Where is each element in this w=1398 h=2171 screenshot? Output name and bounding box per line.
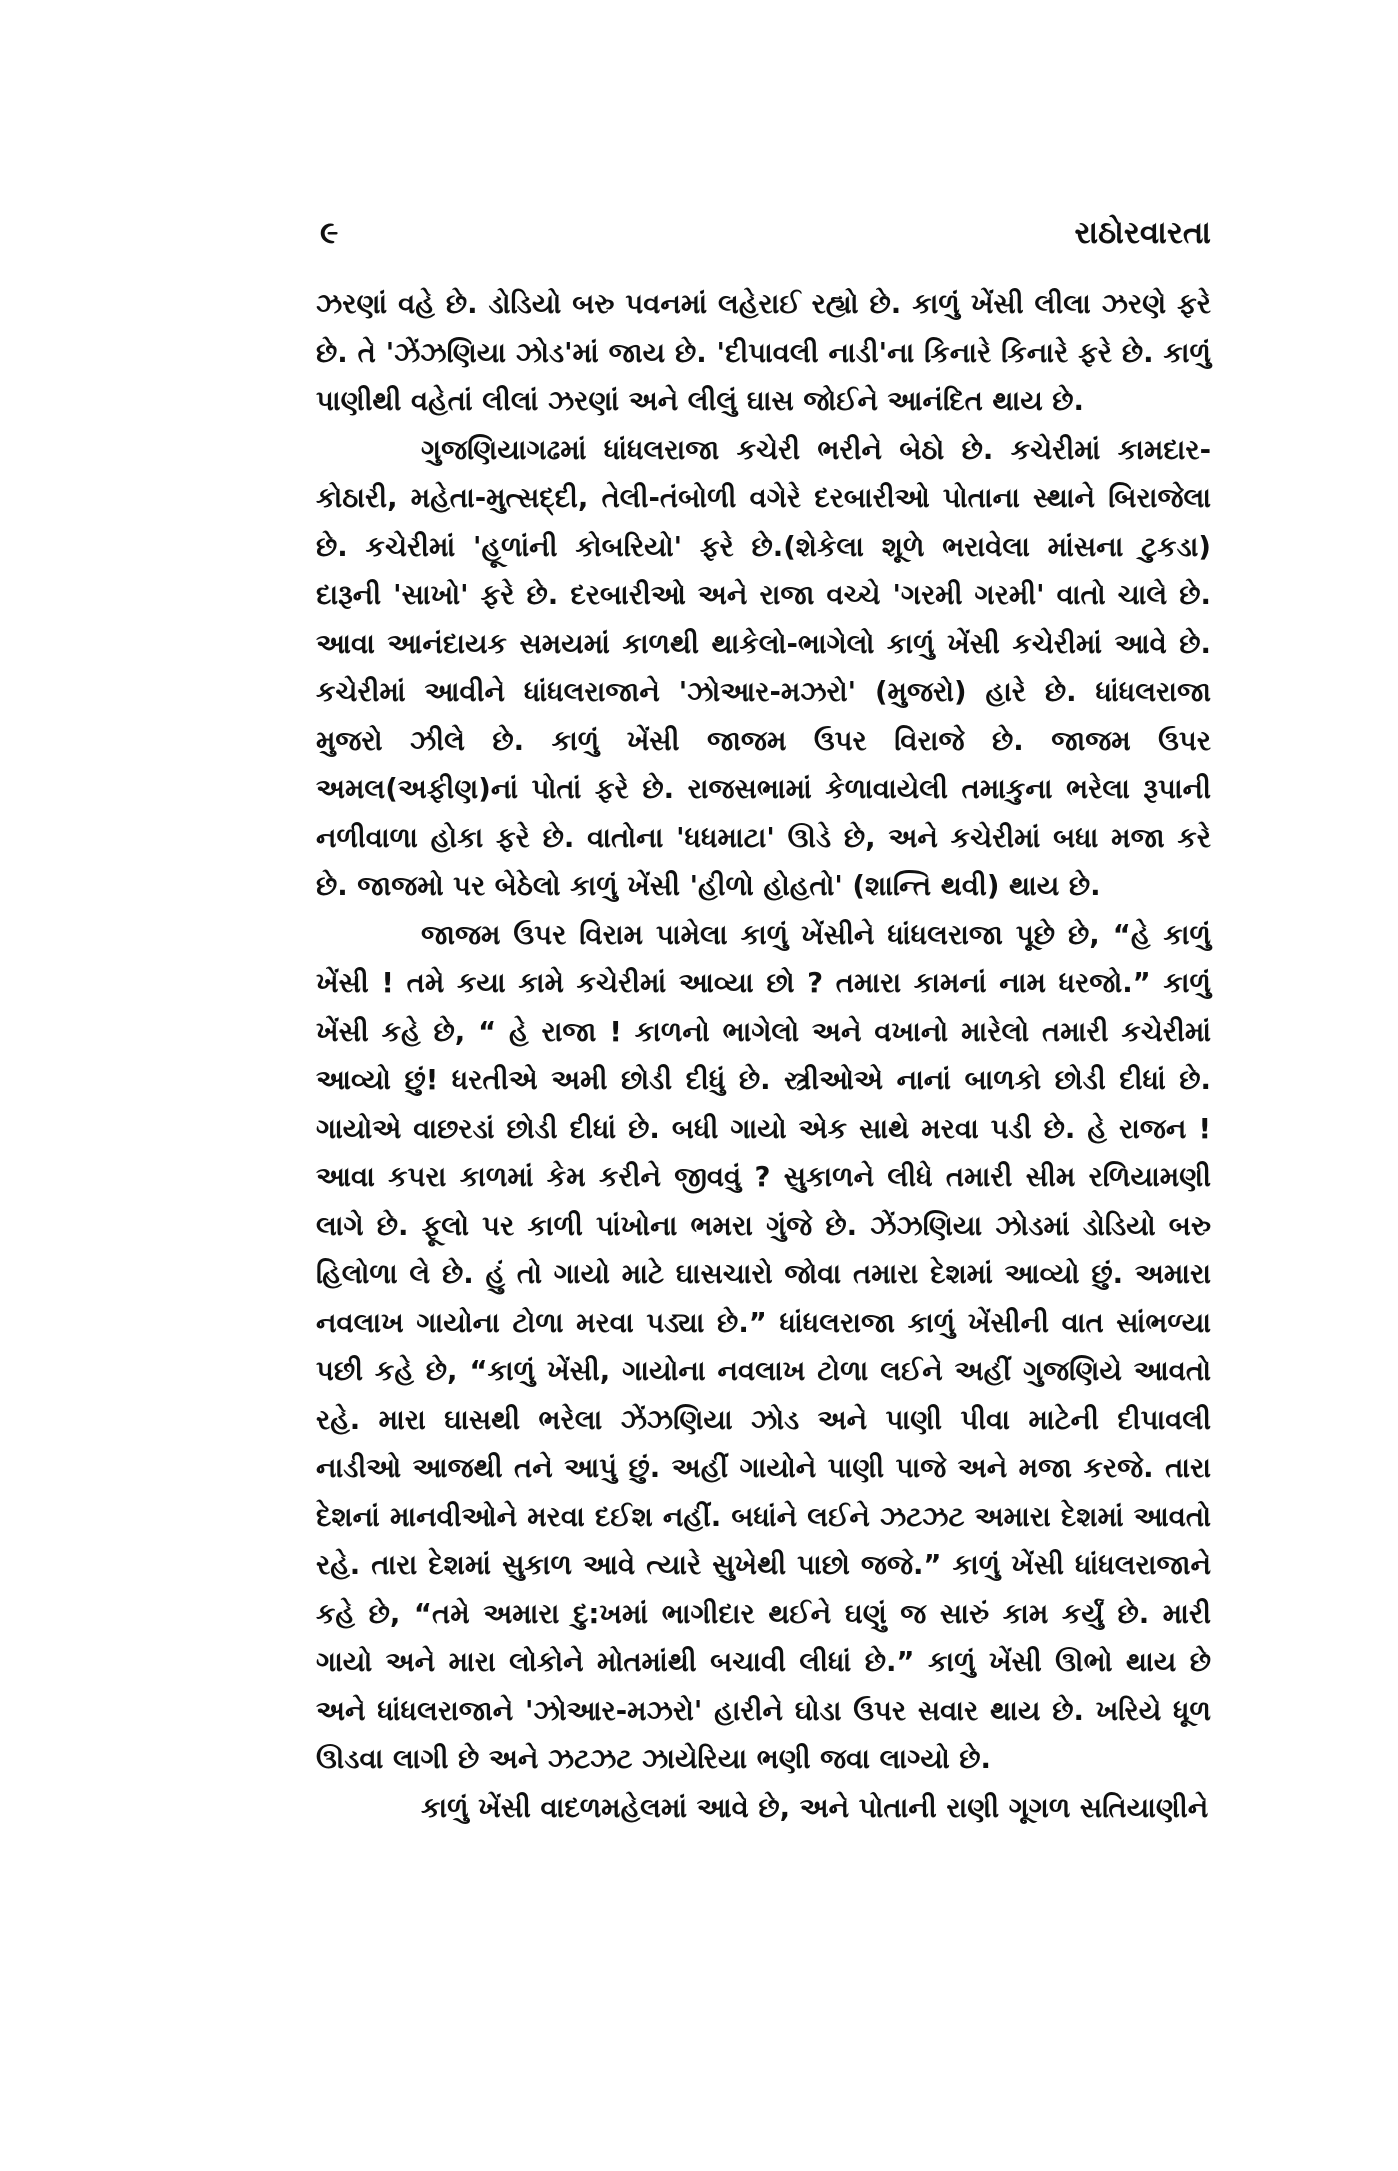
paragraph: કાળું ખેંસી વાદળમહેલમાં આવે છે, અને પોતાની રાણી ગૂગળ સતિયાણીને [421,1791,1209,1824]
body-text [316,280,1211,1832]
running-title: રાઠોરવારતા [1074,215,1211,251]
running-header [316,215,1211,252]
paragraph: જાજમ ઉપર વિરામ પામેલા કાળું ખેંસીને ધાંધલરાજા પૂછે છે, “હે કાળું ખેંસી ! તમે કયા કામે કચેરીમાં આવ્યા છો ? તમારા કામનાં નામ ધરજો.” કાળું ખેંસી કહે છે, “ હે રાજા ! કાળનો ભાગેલો અને વખાનો મારેલો તમારી કચેરીમાં આવ્યો છું! ધરતીએ અમી છોડી દીધું છે. સ્ત્રીઓએ નાનાં બાળકો છોડી દીધાં છે. ગાયોએ વાછરડાં છોડી દીધાં છે. બધી ગાયો એક સાથે મરવા પડી છે. હે રાજન ! આવા કપરા કાળમાં કેમ કરીને જીવવું ? સુકાળને લીધે તમારી સીમ રળિયામણી લાગે છે. ફૂલો પર કાળી પાંખોના ભમરા ગુંજે છે. ઝેંઝણિયા ઝોડમાં ડોડિયો બરુ હિલોળા લે છે. હું તો ગાયો માટે ઘાસચારો જોવા તમારા દેશમાં આવ્યો છું. અમારા નવલાખ ગાયોના ટોળા મરવા પડ્યા છે.” ધાંધલરાજા કાળું ખેંસીની વાત સાંભળ્યા પછી કહે છે, “કાળું ખેંસી, ગાયોના નવલાખ ટોળા લઈને અહીં ગુજણિયે આવતો રહે. મારા ઘાસથી ભરેલા ઝેંઝણિયા ઝોડ અને પાણી પીવા માટેની દીપાવલી નાડીઓ આજથી તને આપું છું. અહીં ગાયોને પાણી પાજે અને મજા કરજે. તારા દેશનાં માનવીઓને મરવા દઈશ નહીં. બધાંને લઈને ઝટઝટ અમારા દેશમાં આવતો રહે. તારા દેશમાં સુકાળ આવે ત્યારે સુખેથી પાછો જજે.” કાળું ખેંસી ધાંધલરાજાને કહે છે, “તમે અમારા દુ:ખમાં ભાગીદાર થઈને ઘણું જ સારું કામ કર્યું છે. મારી ગાયો અને મારા લોકોને મોતમાંથી બચાવી લીધાં છે.” કાળું ખેંસી ઊભો થાય છે અને ધાંધલરાજાને 'ઝોઆર-મઝરો' હારીને ઘોડા ઉપર સવાર થાય છે. ખરિયે ધૂળ ઊડવા લાગી છે અને ઝટઝટ ઝાયેરિયા ભણી જવા લાગ્યો છે. [316,918,1211,1775]
paragraph: ગુજણિયાગઢમાં ધાંધલરાજા કચેરી ભરીને બેઠો છે. કચેરીમાં કામદાર-કોઠારી, મહેતા-મુત્સદ્દી, તેલી-તંબોળી વગેરે દરબારીઓ પોતાના સ્થાને બિરાજેલા છે. કચેરીમાં 'હૂળાંની કોબરિયો' ફરે છે.(શેકેલા શૂળે ભરાવેલા માંસના ટુકડા) દારૂની 'સાખો' ફરે છે. દરબારીઓ અને રાજા વચ્ચે 'ગરમી ગરમી' વાતો ચાલે છે. આવા આનંદાયક સમયમાં કાળથી થાકેલો-ભાગેલો કાળું ખેંસી કચેરીમાં આવે છે. કચેરીમાં આવીને ધાંધલરાજાને 'ઝોઆર-મઝરો' (મુજરો) હારે છે. ધાંધલરાજા મુજરો ઝીલે છે. કાળું ખેંસી જાજમ ઉપર વિરાજે છે. જાજમ ઉપર અમલ(અફીણ)નાં પોતાં ફરે છે. રાજસભામાં કેળાવાયેલી તમાકુના ભરેલા રૂપાની નળીવાળા હોકા ફરે છે. વાતોના 'ધધમાટા' ઊડે છે, અને કચેરીમાં બધા મજા કરે છે. જાજમો પર બેઠેલો કાળું ખેંસી 'હીળો હોહતો' (શાન્તિ થવી) થાય છે. [316,433,1211,902]
book-page [316,215,1211,1832]
paragraph: ઝરણાં વહે છે. ડોડિયો બરુ પવનમાં લહેરાઈ રહ્યો છે. કાળું ખેંસી લીલા ઝરણે ફરે છે. તે 'ઝેંઝણિયા ઝોડ'માં જાય છે. 'દીપાવલી નાડી'ના કિનારે કિનારે ફરે છે. કાળું પાણીથી વહેતાં લીલાં ઝરણાં અને લીલું ઘાસ જોઈને આનંદિત થાય છે. [316,288,1211,417]
page-number: ૯ [320,215,339,251]
